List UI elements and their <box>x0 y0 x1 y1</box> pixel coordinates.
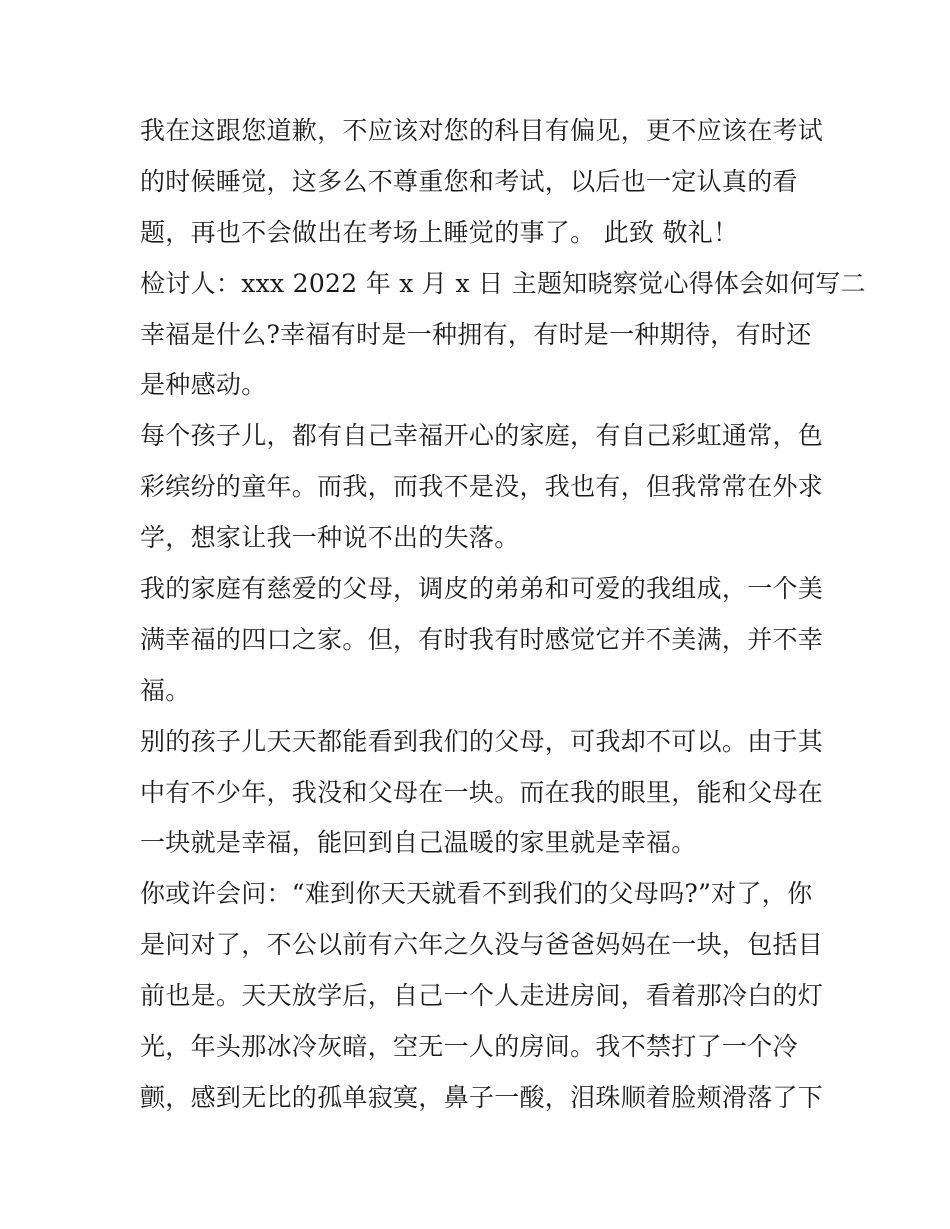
text-line: 是种感动。 <box>140 370 267 400</box>
text-line: 中有不少年，我没和父母在一块。而在我的眼里，能和父母在 <box>140 777 824 807</box>
text-line: 我的家庭有慈爱的父母，调皮的弟弟和可爱的我组成，一个美 <box>140 574 824 604</box>
text-line: 一块就是幸福，能回到自己温暖的家里就是幸福。 <box>140 828 697 858</box>
text-line: 是问对了，不公以前有六年之久没与爸爸妈妈在一块，包括目 <box>140 930 824 960</box>
text-line: 幸福是什么?幸福有时是一种拥有，有时是一种期待，有时还 <box>140 319 812 349</box>
text-line: 检讨人：xxx 2022 年 x 月 x 日 主题知晓察觉心得体会如何写二 <box>140 268 866 298</box>
text-line: 题，再也不会做出在考场上睡觉的事了。 此致 敬礼！ <box>140 217 739 247</box>
text-line: 福。 <box>140 675 191 705</box>
text-line: 别的孩子儿天天都能看到我们的父母，可我却不可以。由于其 <box>140 726 824 756</box>
text-line: 彩缤纷的童年。而我，而我不是没，我也有，但我常常在外求 <box>140 472 824 502</box>
text-line: 我在这跟您道歉，不应该对您的科目有偏见，更不应该在考试 <box>140 116 824 145</box>
text-line: 你或许会问：“难到你天天就看不到我们的父母吗?”对了，你 <box>140 879 813 909</box>
text-line: 每个孩子儿，都有自己幸福开心的家庭，有自己彩虹通常，色 <box>140 421 824 451</box>
text-line: 的时候睡觉，这多么不尊重您和考试，以后也一定认真的看 <box>140 166 798 196</box>
text-line: 满幸福的四口之家。但，有时我有时感觉它并不美满，并不幸 <box>140 624 824 654</box>
text-line: 颤，感到无比的孤单寂寞，鼻子一酸，泪珠顺着脸颊滑落了下 <box>140 1082 824 1112</box>
text-line: 前也是。天天放学后，自己一个人走进房间，看着那冷白的灯 <box>140 981 824 1011</box>
text-line: 学，想家让我一种说不出的失落。 <box>140 523 520 553</box>
text-line: 光，年头那冰冷灰暗，空无一人的房间。我不禁打了一个冷 <box>140 1032 798 1062</box>
body-text <box>140 106 866 1124</box>
